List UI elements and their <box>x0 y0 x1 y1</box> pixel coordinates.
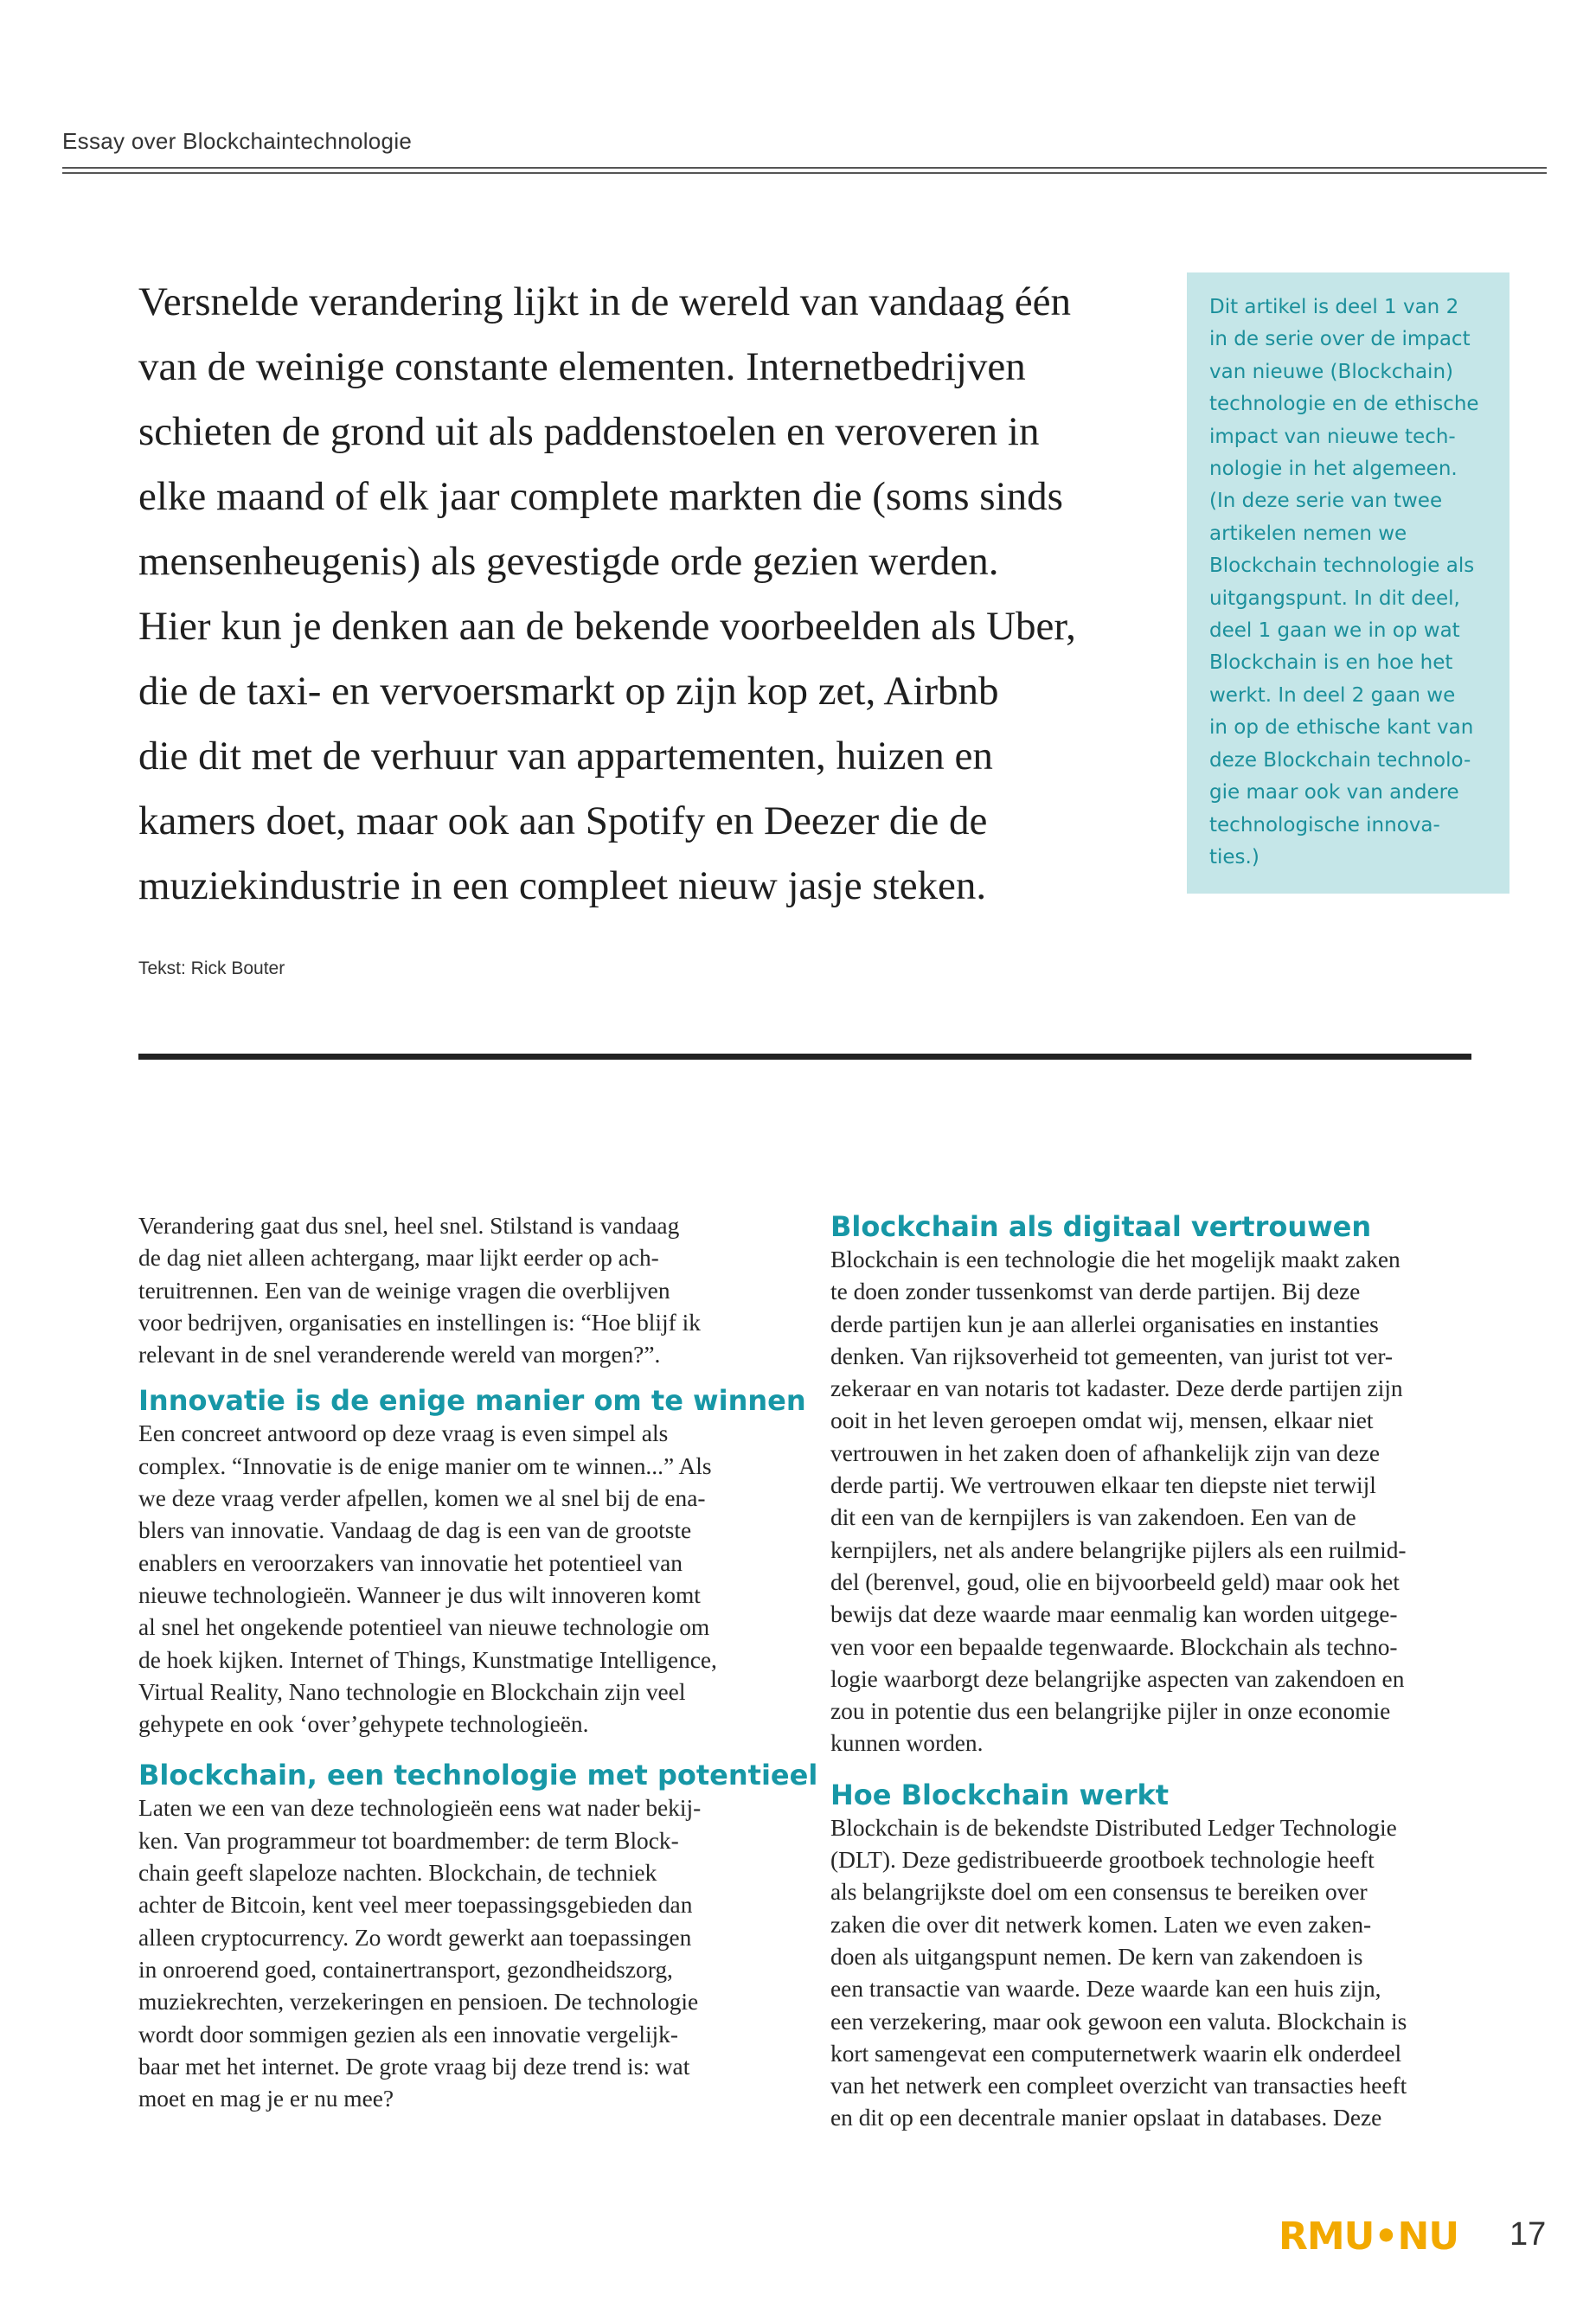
text-line: die de taxi- en vervoersmarkt op zijn kop zet, Airbnb <box>138 669 999 714</box>
text-line: en dit op een decentrale manier opslaat in databases. Deze <box>830 2105 1382 2131</box>
text-line: muziekindustrie in een compleet nieuw jasje steken. <box>138 863 987 908</box>
text-line: denken. Van rijksoverheid tot gemeenten, van jurist tot ver- <box>830 1343 1394 1369</box>
text-line: baar met het internet. De grote vraag bij deze trend is: wat <box>138 2053 690 2080</box>
section-divider <box>138 1054 1471 1060</box>
text-line: een verzekering, maar ook gewoon een valuta. Blockchain is <box>830 2008 1407 2035</box>
text-line: moet en mag je er nu mee? <box>138 2086 394 2112</box>
text-line: teruitrennen. Een van de weinige vragen die overblijven <box>138 1277 670 1304</box>
text-line: enablers en veroorzakers van innovatie het potentieel van <box>138 1549 683 1576</box>
text-line: alleen cryptocurrency. Zo wordt gewerkt aan toepassingen <box>138 1924 692 1951</box>
text-line: de hoek kijken. Internet of Things, Kunstmatige Intelligence, <box>138 1646 717 1673</box>
text-line: ken. Van programmeur tot boardmember: de term Block- <box>138 1827 679 1854</box>
text-line: Blockchain is de bekendste Distributed Ledger Technologie <box>830 1814 1397 1841</box>
text-line: van het netwerk een compleet overzicht van transacties heeft <box>830 2073 1407 2099</box>
text-line: in onroerend goed, containertransport, gezondheidszorg, <box>138 1956 673 1983</box>
byline: Tekst: Rick Bouter <box>138 958 285 978</box>
text-line: Verandering gaat dus snel, heel snel. Stilstand is vandaag <box>138 1213 680 1239</box>
text-line: kamers doet, maar ook aan Spotify en Deezer die de <box>138 798 988 843</box>
text-line: voor bedrijven, organisaties en instellingen is: “Hoe blijf ik <box>138 1309 701 1336</box>
text-line: ooit in het leven geroepen omdat wij, mensen, elkaar niet <box>830 1407 1374 1434</box>
running-header: Essay over Blockchaintechnologie <box>62 128 413 154</box>
text-line: elke maand of elk jaar complete markten die (soms sinds <box>138 474 1063 519</box>
text-line: kunnen worden. <box>830 1730 984 1757</box>
text-line: Blockchain is een technologie die het mogelijk maakt zaken <box>830 1247 1401 1272</box>
column-right <box>830 1209 1462 2135</box>
text-line: Virtual Reality, Nano technologie en Blockchain zijn veel <box>138 1678 686 1705</box>
text-line: doen als uitgangspunt nemen. De kern van zakendoen is <box>830 1943 1363 1970</box>
text-line: derde partijen kun je aan allerlei organisaties en instanties <box>830 1311 1379 1337</box>
text-line: Versnelde verandering lijkt in de wereld van vandaag één <box>138 279 1071 324</box>
text-line: muziekrechten, verzekeringen en pensioen. De technologie <box>138 1989 699 2016</box>
text-line: Een concreet antwoord op deze vraag is even simpel als <box>138 1420 669 1447</box>
text-line: nieuwe technologieën. Wanneer je dus wilt innoveren komt <box>138 1581 701 1608</box>
text-line: Dit artikel is deel 1 van 2 <box>1209 296 1459 318</box>
text-line: gie maar ook van andere <box>1209 781 1459 804</box>
text-line: complex. “Innovatie is de enige manier om te winnen...” Als <box>138 1452 712 1479</box>
text-line: Blockchain is en hoe het <box>1209 651 1453 675</box>
text-line: Hier kun je denken aan de bekende voorbeelden als Uber, <box>138 604 1076 649</box>
text-line: mensenheugenis) als gevestigde orde gezien werden. <box>138 539 999 584</box>
text-line: deze Blockchain technolo- <box>1209 748 1471 772</box>
paragraph-hoe-blockchain-werkt <box>830 1812 1462 2135</box>
text-line: van nieuwe (Blockchain) <box>1209 360 1453 383</box>
text-line: als belangrijkste doel om een consensus te bereiken over <box>830 1879 1368 1906</box>
text-line: kort samengevat een computernetwerk waarin elk onderdeel <box>830 2040 1402 2067</box>
text-line: al snel het ongekende potentieel van nieuwe technologie om <box>138 1614 710 1641</box>
heading-digitaal-vertrouwen: Blockchain als digitaal vertrouwen <box>830 1210 1372 1243</box>
text-line: relevant in de snel veranderende wereld van morgen?”. <box>138 1342 661 1368</box>
text-line: logie waarborgt deze belangrijke aspecten van zakendoen en <box>830 1665 1405 1692</box>
text-line: in de serie over de impact <box>1209 328 1471 351</box>
text-line: die dit met de verhuur van appartementen, huizen en <box>138 734 993 779</box>
text-line: kernpijlers, net als andere belangrijke pijlers als een ruilmid- <box>830 1536 1407 1563</box>
text-line: technologische innova- <box>1209 813 1440 836</box>
text-line: zekeraar en van notaris tot kadaster. Deze derde partijen zijn <box>830 1375 1403 1402</box>
text-line: werkt. In deel 2 gaan we <box>1209 683 1456 707</box>
text-line: de dag niet alleen achtergang, maar lijkt eerder op ach- <box>138 1245 659 1272</box>
text-line: te doen zonder tussenkomst van derde partijen. Bij deze <box>830 1279 1361 1305</box>
page-number: 17 <box>1509 2216 1547 2253</box>
text-line: nologie in het algemeen. <box>1209 458 1458 481</box>
paragraph-innovatie <box>138 1418 770 1740</box>
text-line: Laten we een van deze technologieën eens wat nader bekij- <box>138 1795 702 1822</box>
text-line: een transactie van waarde. Deze waarde kan een huis zijn, <box>830 1976 1381 2003</box>
text-line: zaken die over dit netwerk komen. Laten we even zaken- <box>830 1911 1372 1938</box>
text-line: in op de ethische kant van <box>1209 716 1474 740</box>
text-line: schieten de grond uit als paddenstoelen en veroveren in <box>138 409 1040 454</box>
text-line: del (berenvel, goud, olie en bijvoorbeeld geld) maar ook het <box>830 1568 1400 1595</box>
text-line: uitgangspunt. In dit deel, <box>1209 586 1460 610</box>
text-line: Blockchain technologie als <box>1209 554 1475 578</box>
header-rule <box>62 167 1547 174</box>
text-line: gehypete en ook ‘over’gehypete technologieën. <box>138 1711 589 1738</box>
rmu-nu-logo: RMU•NU <box>1279 2214 1459 2259</box>
text-line: wordt door sommigen gezien als een innovatie vergelijk- <box>138 2021 678 2048</box>
text-line: (In deze serie van twee <box>1209 490 1443 513</box>
text-line: bewijs dat deze waarde maar eenmalig kan worden uitgege- <box>830 1601 1398 1628</box>
heading-innovatie: Innovatie is de enige manier om te winnen <box>138 1384 806 1418</box>
text-line: van de weinige constante elementen. Internetbedrijven <box>138 344 1026 389</box>
text-line: deel 1 gaan we in op wat <box>1209 619 1460 643</box>
text-line: we deze vraag verder afpellen, komen we al snel bij de ena- <box>138 1485 706 1512</box>
text-line: impact van nieuwe tech- <box>1209 425 1456 448</box>
text-line: dit een van de kernpijlers is van zakendoen. Een van de <box>830 1504 1356 1531</box>
paragraph-digitaal-vertrouwen <box>830 1244 1462 1760</box>
text-line: chain geeft slapeloze nachten. Blockchain, de techniek <box>138 1860 657 1887</box>
heading-hoe-blockchain-werkt: Hoe Blockchain werkt <box>830 1778 1170 1811</box>
heading-blockchain-potentieel: Blockchain, een technologie met potentieel <box>138 1759 818 1792</box>
series-info-box <box>1187 272 1509 894</box>
text-line: ties.) <box>1209 845 1259 868</box>
text-line: ven voor een bepaalde tegenwaarde. Blockchain als techno- <box>830 1633 1398 1660</box>
column-left <box>138 1210 818 2115</box>
intro-paragraph <box>138 1210 770 1371</box>
text-line: (DLT). Deze gedistribueerde grootboek technologie heeft <box>830 1847 1375 1874</box>
lead-paragraph <box>138 270 1159 919</box>
text-line: artikelen nemen we <box>1209 522 1407 545</box>
paragraph-blockchain-potentieel <box>138 1792 770 2115</box>
text-line: zou in potentie dus een belangrijke pijler in onze economie <box>830 1698 1391 1725</box>
text-line: vertrouwen in het zaken doen of afhankelijk zijn van deze <box>830 1439 1381 1466</box>
text-line: achter de Bitcoin, kent veel meer toepassingsgebieden dan <box>138 1892 693 1919</box>
text-line: derde partij. We vertrouwen elkaar ten diepste niet terwijl <box>830 1472 1376 1499</box>
text-line: blers van innovatie. Vandaag de dag is een van de grootste <box>138 1517 692 1544</box>
text-line: technologie en de ethische <box>1209 393 1479 416</box>
